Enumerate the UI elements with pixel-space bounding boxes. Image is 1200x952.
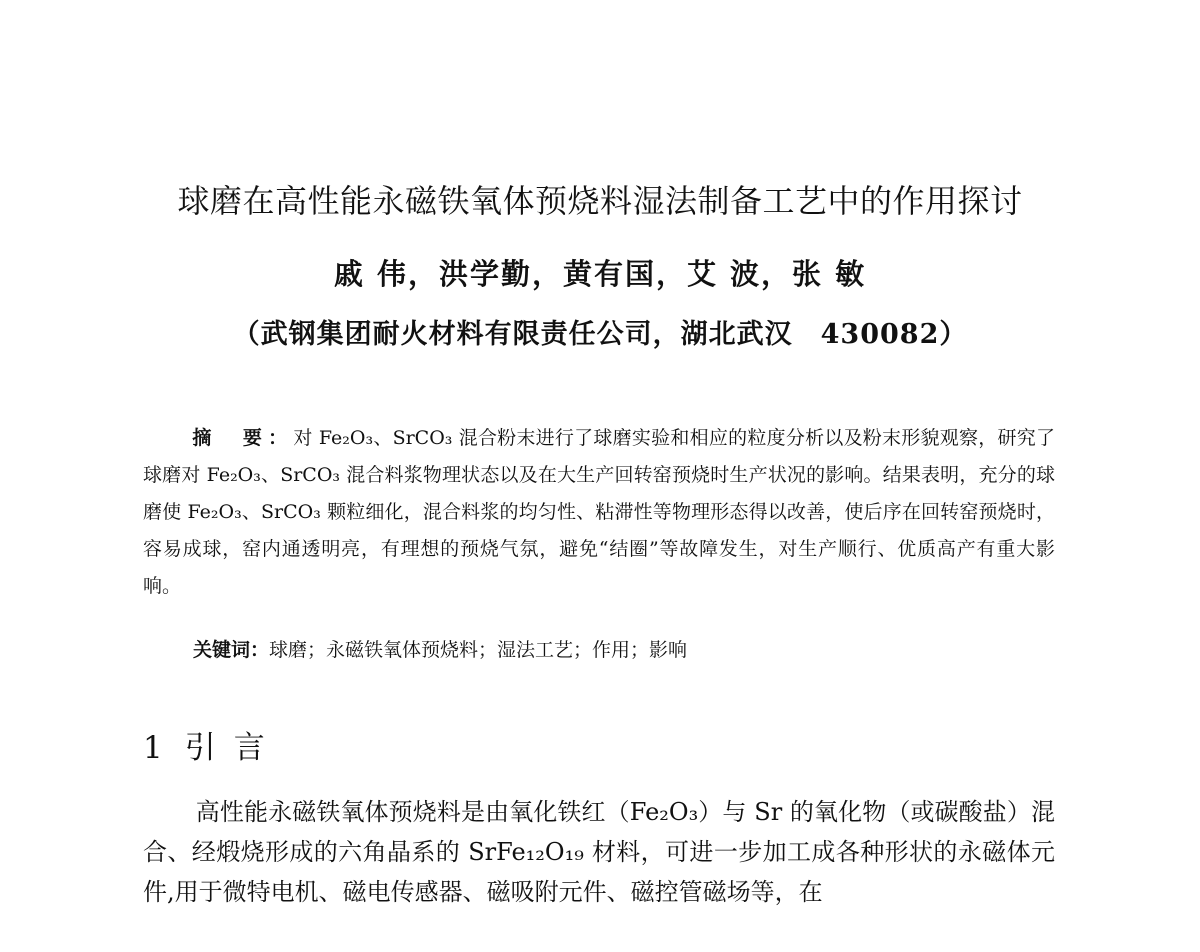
section-title: 引言: [184, 730, 283, 766]
keywords-text: 球磨；永磁铁氧体预烧料；湿法工艺；作用；影响: [269, 639, 688, 661]
section-number: 1: [143, 730, 163, 766]
abstract: [143, 420, 1055, 605]
keywords-label: 关键词：: [193, 639, 270, 661]
paper-title: 球磨在高性能永磁铁氧体预烧料湿法制备工艺中的作用探讨: [177, 182, 1023, 220]
abstract-text: 对 Fe₂O₃、SrCO₃ 混合粉末进行了球磨实验和相应的粒度分析以及粉末形貌观察，研究了球磨对 Fe₂O₃、SrCO₃ 混合料浆物理状态以及在大生产回转窑预烧时生产状况的影响。结果表明，充分的球磨使 Fe₂O₃、SrCO₃ 颗粒细化，混合料浆的均匀性、粘滞性等物理形态得以改善，使后序在回转窑预烧时，容易成球，窑内通透明亮，有理想的预烧气氛，避免“结圈”等故障发生，对生产顺行、优质高产有重大影响。: [143, 427, 1055, 597]
author-list: 戚 伟，洪学勤，黄有国，艾 波，张 敏: [333, 257, 867, 291]
abstract-label: 摘 要：: [192, 427, 294, 449]
affiliation: （武钢集团耐火材料有限责任公司，湖北武汉 430082）: [232, 319, 968, 350]
keywords: [193, 632, 1055, 669]
section-heading: [143, 722, 283, 767]
body-paragraph: 高性能永磁铁氧体预烧料是由氧化铁红（Fe₂O₃）与 Sr 的氧化物（或碳酸盐）混合、经煅烧形成的六角晶系的 SrFe₁₂O₁₉ 材料，可进一步加工成各种形状的永磁体元件,用于微特电机、磁电传感器、磁吸附元件、磁控管磁场等，在: [143, 798, 1055, 906]
